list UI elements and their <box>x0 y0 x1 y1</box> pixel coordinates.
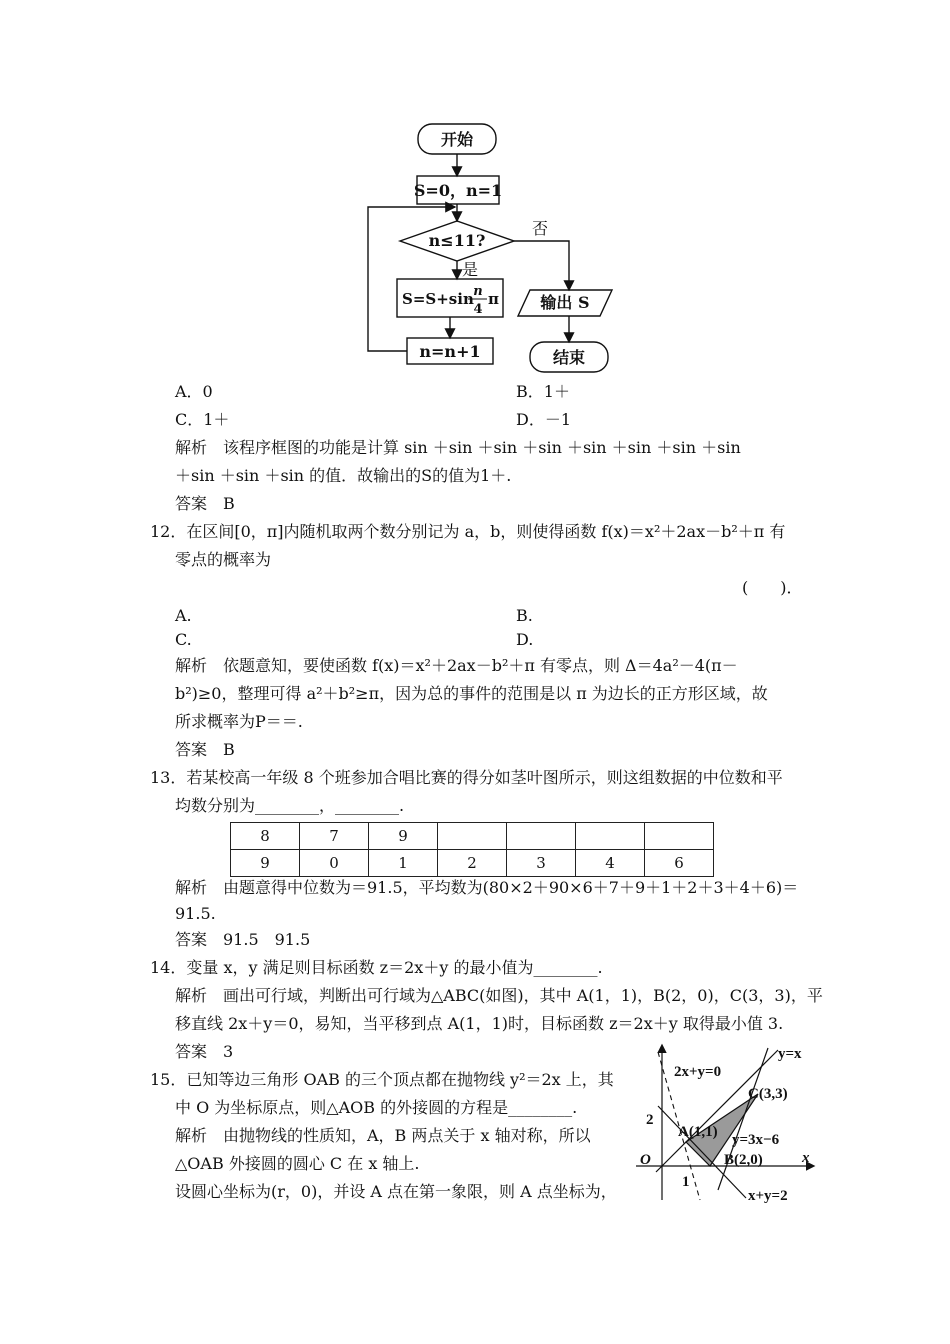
label-x-plus-y-eq-2: x+y=2 <box>748 1188 788 1204</box>
q12-solution-line3: 所求概率为P＝＝. <box>175 712 303 731</box>
q14-stem: 14．变量 x，y 满足则目标函数 z＝2x＋y 的最小值为________. <box>150 958 603 977</box>
label-x-axis: x <box>802 1150 810 1166</box>
q13-solution-line1: 解析 由题意得中位数为＝91.5，平均数为(80×2＋90×6＋7＋9＋1＋2＋3＋4＋6)＝ <box>175 878 799 897</box>
q12-stem-line1: 12．在区间[0，π]内随机取两个数分别记为 a，b，则使得函数 f(x)＝x²＋2ax－b²＋π 有 <box>150 522 786 541</box>
table-cell <box>438 823 507 850</box>
q15-stem-line2: 中 O 为坐标原点，则△AOB 的外接圆的方程是________. <box>175 1098 578 1117</box>
stem-leaf-table <box>230 822 714 877</box>
q11-option-d: D．－1 <box>516 410 572 429</box>
label-2x-plus-y-eq-0: 2x+y=0 <box>674 1064 722 1080</box>
q12-option-c: C. <box>175 630 192 649</box>
flow-frac-den: 4 <box>473 302 483 317</box>
q12-answer: 答案 B <box>175 740 235 759</box>
flow-pi: π <box>488 290 499 308</box>
label-y-eq-3x-6: y=3x−6 <box>732 1132 780 1148</box>
q12-option-a: A. <box>175 606 192 625</box>
program-flowchart <box>360 118 630 378</box>
flow-condition-label: n≤11? <box>428 231 486 250</box>
flow-init-label: S=0，n=1 <box>413 181 503 200</box>
flow-assign-label: S=S+sin <box>402 290 474 308</box>
table-cell: 0 <box>300 850 369 877</box>
table-cell: 2 <box>438 850 507 877</box>
q11-solution-line1: 解析 该程序框图的功能是计算 sin ＋sin ＋sin ＋sin ＋sin ＋sin ＋sin ＋sin <box>175 438 741 457</box>
q12-solution-line1: 解析 依题意知，要使函数 f(x)＝x²＋2ax－b²＋π 有零点，则 Δ＝4a²－4(π－ <box>175 656 738 675</box>
q12-solution-line2: b²)≥0，整理可得 a²＋b²≥π，因为总的事件的范围是以 π 为边长的正方形区域，故 <box>175 684 768 703</box>
q15-stem-line1: 15．已知等边三角形 OAB 的三个顶点都在抛物线 y²＝2x 上，其 <box>150 1070 614 1089</box>
q11-option-a: A．0 <box>175 382 213 401</box>
q13-stem-line2: 均数分别为________，________. <box>175 796 405 815</box>
table-row <box>231 850 714 877</box>
flow-increment-label: n=n+1 <box>419 342 481 361</box>
q15-solution-line3: 设圆心坐标为(r，0)，并设 A 点在第一象限，则 A 点坐标为， <box>175 1182 617 1201</box>
table-cell <box>645 823 714 850</box>
label-x-one: 1 <box>682 1174 690 1190</box>
table-row <box>231 823 714 850</box>
label-y-eq-x: y=x <box>778 1046 802 1062</box>
label-y-two: 2 <box>646 1112 654 1128</box>
q14-solution-line1: 解析 画出可行域，判断出可行域为△ABC(如图)，其中 A(1，1)，B(2，0)，C(3，3)，平 <box>175 986 823 1005</box>
table-cell: 7 <box>300 823 369 850</box>
feasible-region-graph <box>628 1040 818 1210</box>
flow-yes-label: 是 <box>462 260 479 279</box>
table-cell: 3 <box>507 850 576 877</box>
q12-answer-paren: ( )． <box>742 578 803 597</box>
table-cell: 9 <box>369 823 438 850</box>
q12-option-d: D. <box>516 630 534 649</box>
q12-stem-line2: 零点的概率为 <box>175 550 272 569</box>
q15-solution-line1: 解析 由抛物线的性质知，A，B 两点关于 x 轴对称，所以 <box>175 1126 591 1145</box>
table-cell: 9 <box>231 850 300 877</box>
table-cell: 4 <box>576 850 645 877</box>
label-origin: O <box>640 1152 651 1168</box>
q11-answer: 答案 B <box>175 494 235 513</box>
q12-option-b: B. <box>516 606 533 625</box>
q13-answer: 答案 91.5 91.5 <box>175 930 311 949</box>
label-point-b: B(2,0) <box>724 1152 763 1168</box>
q11-solution-line2: ＋sin ＋sin ＋sin 的值．故输出的S的值为1＋. <box>175 466 512 485</box>
flow-frac-num: n <box>473 284 483 299</box>
q13-stem-line1: 13．若某校高一年级 8 个班参加合唱比赛的得分如茎叶图所示，则这组数据的中位数和平 <box>150 768 783 787</box>
table-cell <box>507 823 576 850</box>
q14-solution-line2: 移直线 2x＋y＝0，易知，当平移到点 A(1，1)时，目标函数 z＝2x＋y 取得最小值 3. <box>175 1014 784 1033</box>
label-point-a: A(1,1) <box>678 1124 718 1140</box>
flow-output-label: 输出 S <box>540 293 590 312</box>
q15-solution-line2: △OAB 外接圆的圆心 C 在 x 轴上. <box>175 1154 420 1173</box>
q13-solution-line2: 91.5. <box>175 904 216 923</box>
table-cell: 8 <box>231 823 300 850</box>
flow-end-label: 结束 <box>552 348 586 367</box>
table-cell: 6 <box>645 850 714 877</box>
q14-answer: 答案 3 <box>175 1042 234 1061</box>
q11-option-c: C．1＋ <box>175 410 230 429</box>
flow-start-label: 开始 <box>440 130 474 149</box>
flow-no-label: 否 <box>532 219 549 238</box>
table-cell: 1 <box>369 850 438 877</box>
table-cell <box>576 823 645 850</box>
label-point-c: C(3,3) <box>748 1086 788 1102</box>
q11-option-b: B．1＋ <box>516 382 570 401</box>
